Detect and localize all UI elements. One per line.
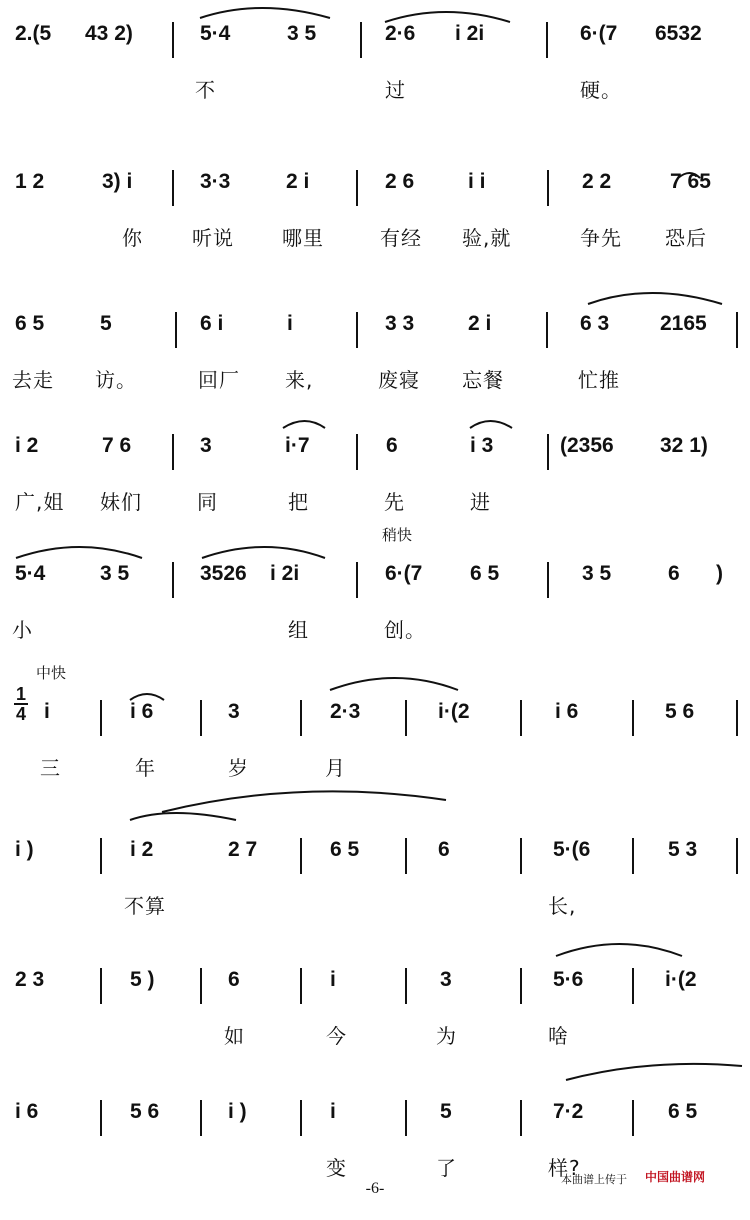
- barline: [200, 968, 202, 1004]
- lyric: 同: [197, 490, 218, 514]
- lyric: 样?: [548, 1156, 581, 1180]
- note-group: 6 5: [15, 312, 45, 335]
- barline: [405, 1100, 407, 1136]
- note-group: 3526: [200, 562, 247, 585]
- note-group: 5·(6: [553, 838, 591, 861]
- lyric: 验,就: [462, 226, 512, 250]
- note-group: 2 6: [385, 170, 415, 193]
- note-group: ): [716, 562, 723, 585]
- barline: [356, 312, 358, 348]
- barline: [736, 700, 738, 736]
- note-group: 5 3: [668, 838, 698, 861]
- note-group: 32 1): [660, 434, 708, 457]
- note-group: i 2: [130, 838, 154, 861]
- barline: [200, 700, 202, 736]
- barline: [632, 700, 634, 736]
- lyric: 来,: [285, 368, 314, 392]
- barline: [405, 700, 407, 736]
- note-group: 5 6: [130, 1100, 160, 1123]
- note-group: 5: [440, 1100, 452, 1123]
- note-group: 3·3: [200, 170, 231, 193]
- note-group: 6 5: [668, 1100, 698, 1123]
- barline: [547, 562, 549, 598]
- barline: [300, 968, 302, 1004]
- note-group: i·(2: [438, 700, 470, 723]
- barline: [356, 434, 358, 470]
- note-group: 3 3: [385, 312, 415, 335]
- lyric: 不: [195, 78, 216, 102]
- note-group: 2 i: [468, 312, 492, 335]
- note-group: 3 5: [582, 562, 612, 585]
- note-group: 7 6: [102, 434, 132, 457]
- lyric: 忘餐: [462, 368, 504, 392]
- note-group: i: [330, 1100, 336, 1123]
- note-group: 6 5: [330, 838, 360, 861]
- lyric: 去走: [12, 368, 54, 392]
- note-group: 2·3: [330, 700, 361, 723]
- upload-credit: 本曲谱上传于: [561, 1173, 627, 1186]
- barline: [360, 22, 362, 58]
- barline: [100, 838, 102, 874]
- lyric: 先: [384, 490, 405, 514]
- lyric: 有经: [380, 226, 422, 250]
- barline: [300, 838, 302, 874]
- barline: [172, 22, 174, 58]
- barline: [736, 312, 738, 348]
- barline: [172, 562, 174, 598]
- lyric: 听说: [192, 226, 234, 250]
- lyric: 如: [224, 1024, 245, 1048]
- note-group: 3) i: [102, 170, 133, 193]
- lyric: 妹们: [100, 490, 142, 514]
- note-group: i 6: [130, 700, 154, 723]
- barline: [200, 1100, 202, 1136]
- note-group: i 2i: [270, 562, 300, 585]
- barline: [356, 562, 358, 598]
- note-group: 7·2: [553, 1100, 584, 1123]
- note-group: i 2: [15, 434, 39, 457]
- lyric: 把: [288, 490, 309, 514]
- lyric: 变: [326, 1156, 347, 1180]
- slur: [588, 293, 722, 304]
- barline: [405, 968, 407, 1004]
- score-system: [0, 838, 750, 958]
- note-group: 2 2: [582, 170, 612, 193]
- note-group: 2·6: [385, 22, 416, 45]
- note-group: i·7: [285, 434, 310, 457]
- barline: [547, 434, 549, 470]
- lyric: 哪里: [282, 226, 324, 250]
- barline: [172, 170, 174, 206]
- lyric: 不算: [124, 894, 166, 918]
- page-number: -6-: [365, 1180, 385, 1197]
- barline: [100, 700, 102, 736]
- lyric: 硬。: [580, 78, 622, 102]
- note-group: i ): [228, 1100, 247, 1123]
- barline: [632, 1100, 634, 1136]
- note-group: 1 2: [15, 170, 45, 193]
- note-group: 6·(7: [580, 22, 618, 45]
- barline: [520, 1100, 522, 1136]
- slur: [385, 12, 510, 22]
- tempo-marking: 稍快: [382, 526, 413, 544]
- time-signature-bottom: 4: [15, 704, 26, 724]
- lyric: 争先: [580, 226, 622, 250]
- score-system: [0, 700, 750, 820]
- lyric: 访。: [95, 368, 137, 392]
- note-group: 2.(5: [15, 22, 52, 45]
- score-system: [0, 968, 750, 1088]
- note-group: 6: [668, 562, 680, 585]
- note-group: i 6: [15, 1100, 39, 1123]
- note-group: 7 65: [670, 170, 711, 193]
- site-logo[interactable]: 中国曲谱网: [645, 1170, 706, 1184]
- lyric: 广,姐: [15, 490, 65, 514]
- score-system: [0, 312, 750, 432]
- lyric: 为: [436, 1024, 457, 1048]
- note-group: i·(2: [665, 968, 697, 991]
- note-group: 43 2): [85, 22, 133, 45]
- note-group: 5·6: [553, 968, 584, 991]
- barline: [172, 434, 174, 470]
- barline: [547, 170, 549, 206]
- barline: [736, 838, 738, 874]
- lyric: 今: [326, 1024, 347, 1048]
- note-group: i 6: [555, 700, 579, 723]
- lyric: 三: [40, 756, 61, 780]
- note-group: 2 3: [15, 968, 45, 991]
- note-group: 5 ): [130, 968, 155, 991]
- note-group: 6 3: [580, 312, 610, 335]
- barline: [632, 968, 634, 1004]
- note-group: 2 i: [286, 170, 310, 193]
- barline: [520, 700, 522, 736]
- score-system: [0, 562, 750, 682]
- lyric: 啥: [548, 1024, 569, 1048]
- note-group: 6532: [655, 22, 702, 45]
- lyric: 废寝: [378, 368, 420, 392]
- note-group: 6·(7: [385, 562, 423, 585]
- lyric: 过: [385, 78, 406, 102]
- lyric: 你: [122, 226, 143, 250]
- score-system: [0, 22, 750, 142]
- note-group: i ): [15, 838, 34, 861]
- barline: [300, 1100, 302, 1136]
- note-group: 6 i: [200, 312, 224, 335]
- barline: [546, 22, 548, 58]
- note-group: 6: [386, 434, 398, 457]
- note-group: i 2i: [455, 22, 485, 45]
- barline: [520, 968, 522, 1004]
- note-group: 5: [100, 312, 112, 335]
- lyric: 月: [325, 756, 346, 780]
- lyric: 组: [288, 618, 309, 642]
- lyric: 进: [470, 490, 491, 514]
- lyric: 回厂: [198, 368, 240, 392]
- lyric: 忙推: [578, 368, 620, 392]
- note-group: 6: [228, 968, 240, 991]
- note-group: 3: [200, 434, 212, 457]
- note-group: 5 6: [665, 700, 695, 723]
- barline: [300, 700, 302, 736]
- time-signature-top: 1: [15, 684, 26, 704]
- note-group: 5·4: [200, 22, 231, 45]
- slur: [200, 8, 330, 18]
- tempo-marking: 中快: [36, 664, 67, 682]
- note-group: 6 5: [470, 562, 500, 585]
- lyric: 小: [12, 618, 33, 642]
- barline: [405, 838, 407, 874]
- note-group: i: [287, 312, 293, 335]
- lyric: 长,: [548, 894, 577, 918]
- note-group: 3 5: [100, 562, 130, 585]
- barline: [100, 968, 102, 1004]
- note-group: 2165: [660, 312, 707, 335]
- note-group: i i: [468, 170, 486, 193]
- score-system: [0, 170, 750, 290]
- barline: [546, 312, 548, 348]
- score-system: [0, 434, 750, 554]
- barline: [100, 1100, 102, 1136]
- note-group: 3 5: [287, 22, 317, 45]
- lyric: 了: [436, 1156, 457, 1180]
- note-group: 3: [440, 968, 452, 991]
- note-group: 6: [438, 838, 450, 861]
- barline: [175, 312, 177, 348]
- lyric: 年: [135, 756, 156, 780]
- note-group: (2356: [560, 434, 614, 457]
- note-group: i 3: [470, 434, 494, 457]
- note-group: 2 7: [228, 838, 258, 861]
- note-group: 5·4: [15, 562, 46, 585]
- score-system: [0, 1100, 750, 1220]
- barline: [356, 170, 358, 206]
- note-group: i: [44, 700, 50, 723]
- note-group: 3: [228, 700, 240, 723]
- lyric: 岁: [228, 756, 249, 780]
- lyric: 恐后: [665, 226, 707, 250]
- barline: [520, 838, 522, 874]
- note-group: i: [330, 968, 336, 991]
- lyric: 创。: [384, 618, 426, 642]
- barline: [632, 838, 634, 874]
